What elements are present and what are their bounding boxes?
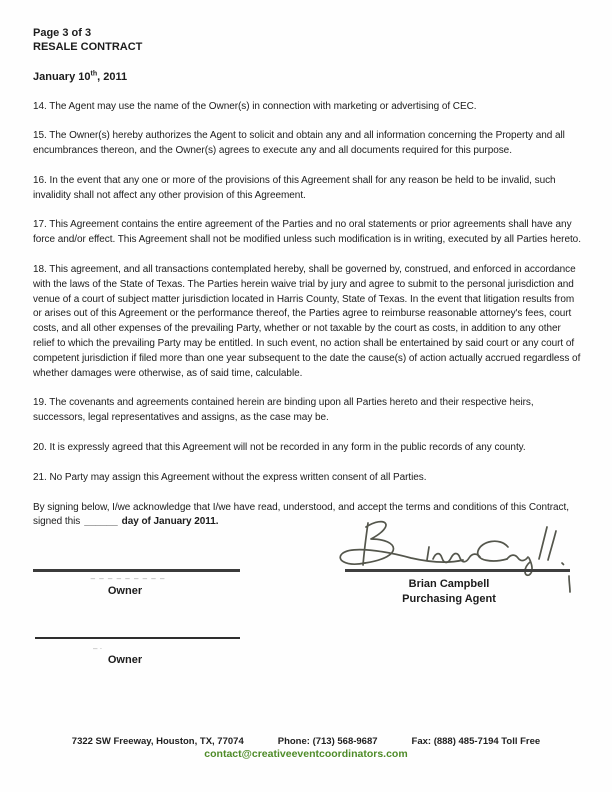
owner2-signature-line (35, 637, 240, 639)
contract-clause-21: 21. No Party may assign this Agreement without the express written consent of all Parties. (33, 471, 427, 483)
footer-phone: Phone: (713) 568-9687 (277, 736, 378, 747)
document-date (33, 70, 583, 85)
contract-clause-14: 14. The Agent may use the name of the Owner(s) in connection with marketing or advertising of CEC. (33, 100, 477, 112)
date-prefix: January 10 (33, 71, 91, 83)
signing-lead-text: By signing below, I/we acknowledge that I/we have read, understood, and accept the terms and conditions of this Contract, signed this (33, 501, 569, 528)
date-ordinal-suffix: th (90, 70, 98, 78)
contract-clause-18: 18. This agreement, and all transactions contemplated hereby, shall be governed by, construed, and enforced in accordance with the laws of the State of Texas. The Parties herein waive trial by jury and agree to submit to the personal jurisdiction and venue of a court of subject matter jurisdiction located in Harris County, State of Texas. In the event that litigation results from or arises out of this Agreement or the performance thereof, the Parties agree to reimburse reasonable attorney's fees, court costs, and all other expenses of the prevailing Party, whether or not taxable by the court as costs, in addition to any other relief to which the prevailing Party may be entitled. In such event, no action shall be entertained by said court or any court of competent jurisdiction if filed more than one year subsequent to the date the cause(s) of action actually accrued regardless of whether damages were otherwise, as of said time, calculable. (33, 264, 581, 379)
footer-email: contact@creativeeventcoordinators.com (204, 748, 408, 760)
contract-clause-17: 17. This Agreement contains the entire agreement of the Parties and no oral statements or prior agreements shall have any force and/or effect. This Agreement shall not be modified unless such modification is in writing, executed by all Parties hereto. (33, 219, 581, 246)
owner2-label: Owner (107, 654, 143, 666)
contract-clause-15: 15. The Owner(s) hereby authorizes the Agent to solicit and obtain any and all information concerning the Property and all encumbrances thereon, and the Owner(s) agrees to execute any and all documents required for this purpose. (33, 130, 565, 157)
page-number-label: Page 3 of 3 (33, 27, 92, 39)
footer-address: 7322 SW Freeway, Houston, TX, 77074 (71, 736, 244, 747)
owner1-label: Owner (107, 585, 143, 597)
agent-signature-line (345, 569, 570, 572)
agent-signature-block (335, 577, 563, 607)
date-suffix: , 2011 (97, 71, 128, 83)
owner2-faded-mark: – · (93, 644, 103, 653)
document-title: RESALE CONTRACT (33, 41, 143, 53)
contract-body (33, 26, 583, 530)
owner1-signature-line (33, 569, 240, 572)
contract-clause-16: 16. In the event that any one or more of the provisions of this Agreement shall for any reason be held to be invalid, such invalidity shall not affect any other provision of this Agreement. (33, 174, 556, 201)
agent-name: Brian Campbell (408, 578, 490, 590)
owner1-faded-name: – – – – – – – – – (90, 574, 166, 583)
agent-title: Purchasing Agent (402, 593, 496, 605)
footer-contact-row (0, 736, 612, 747)
day-blank-field: ______ (84, 516, 118, 528)
signing-tail-text: day of January 2011. (121, 516, 219, 528)
footer-fax: Fax: (888) 485-7194 Toll Free (411, 736, 541, 747)
contract-clause-19: 19. The covenants and agreements contained herein are binding upon all Parties hereto and their respective heirs, successors, legal representatives and assigns, as the case may be. (33, 397, 534, 424)
contract-clause-20: 20. It is expressly agreed that this Agreement will not be recorded in any form in the public records of any county. (33, 442, 526, 454)
page-footer (0, 736, 612, 760)
